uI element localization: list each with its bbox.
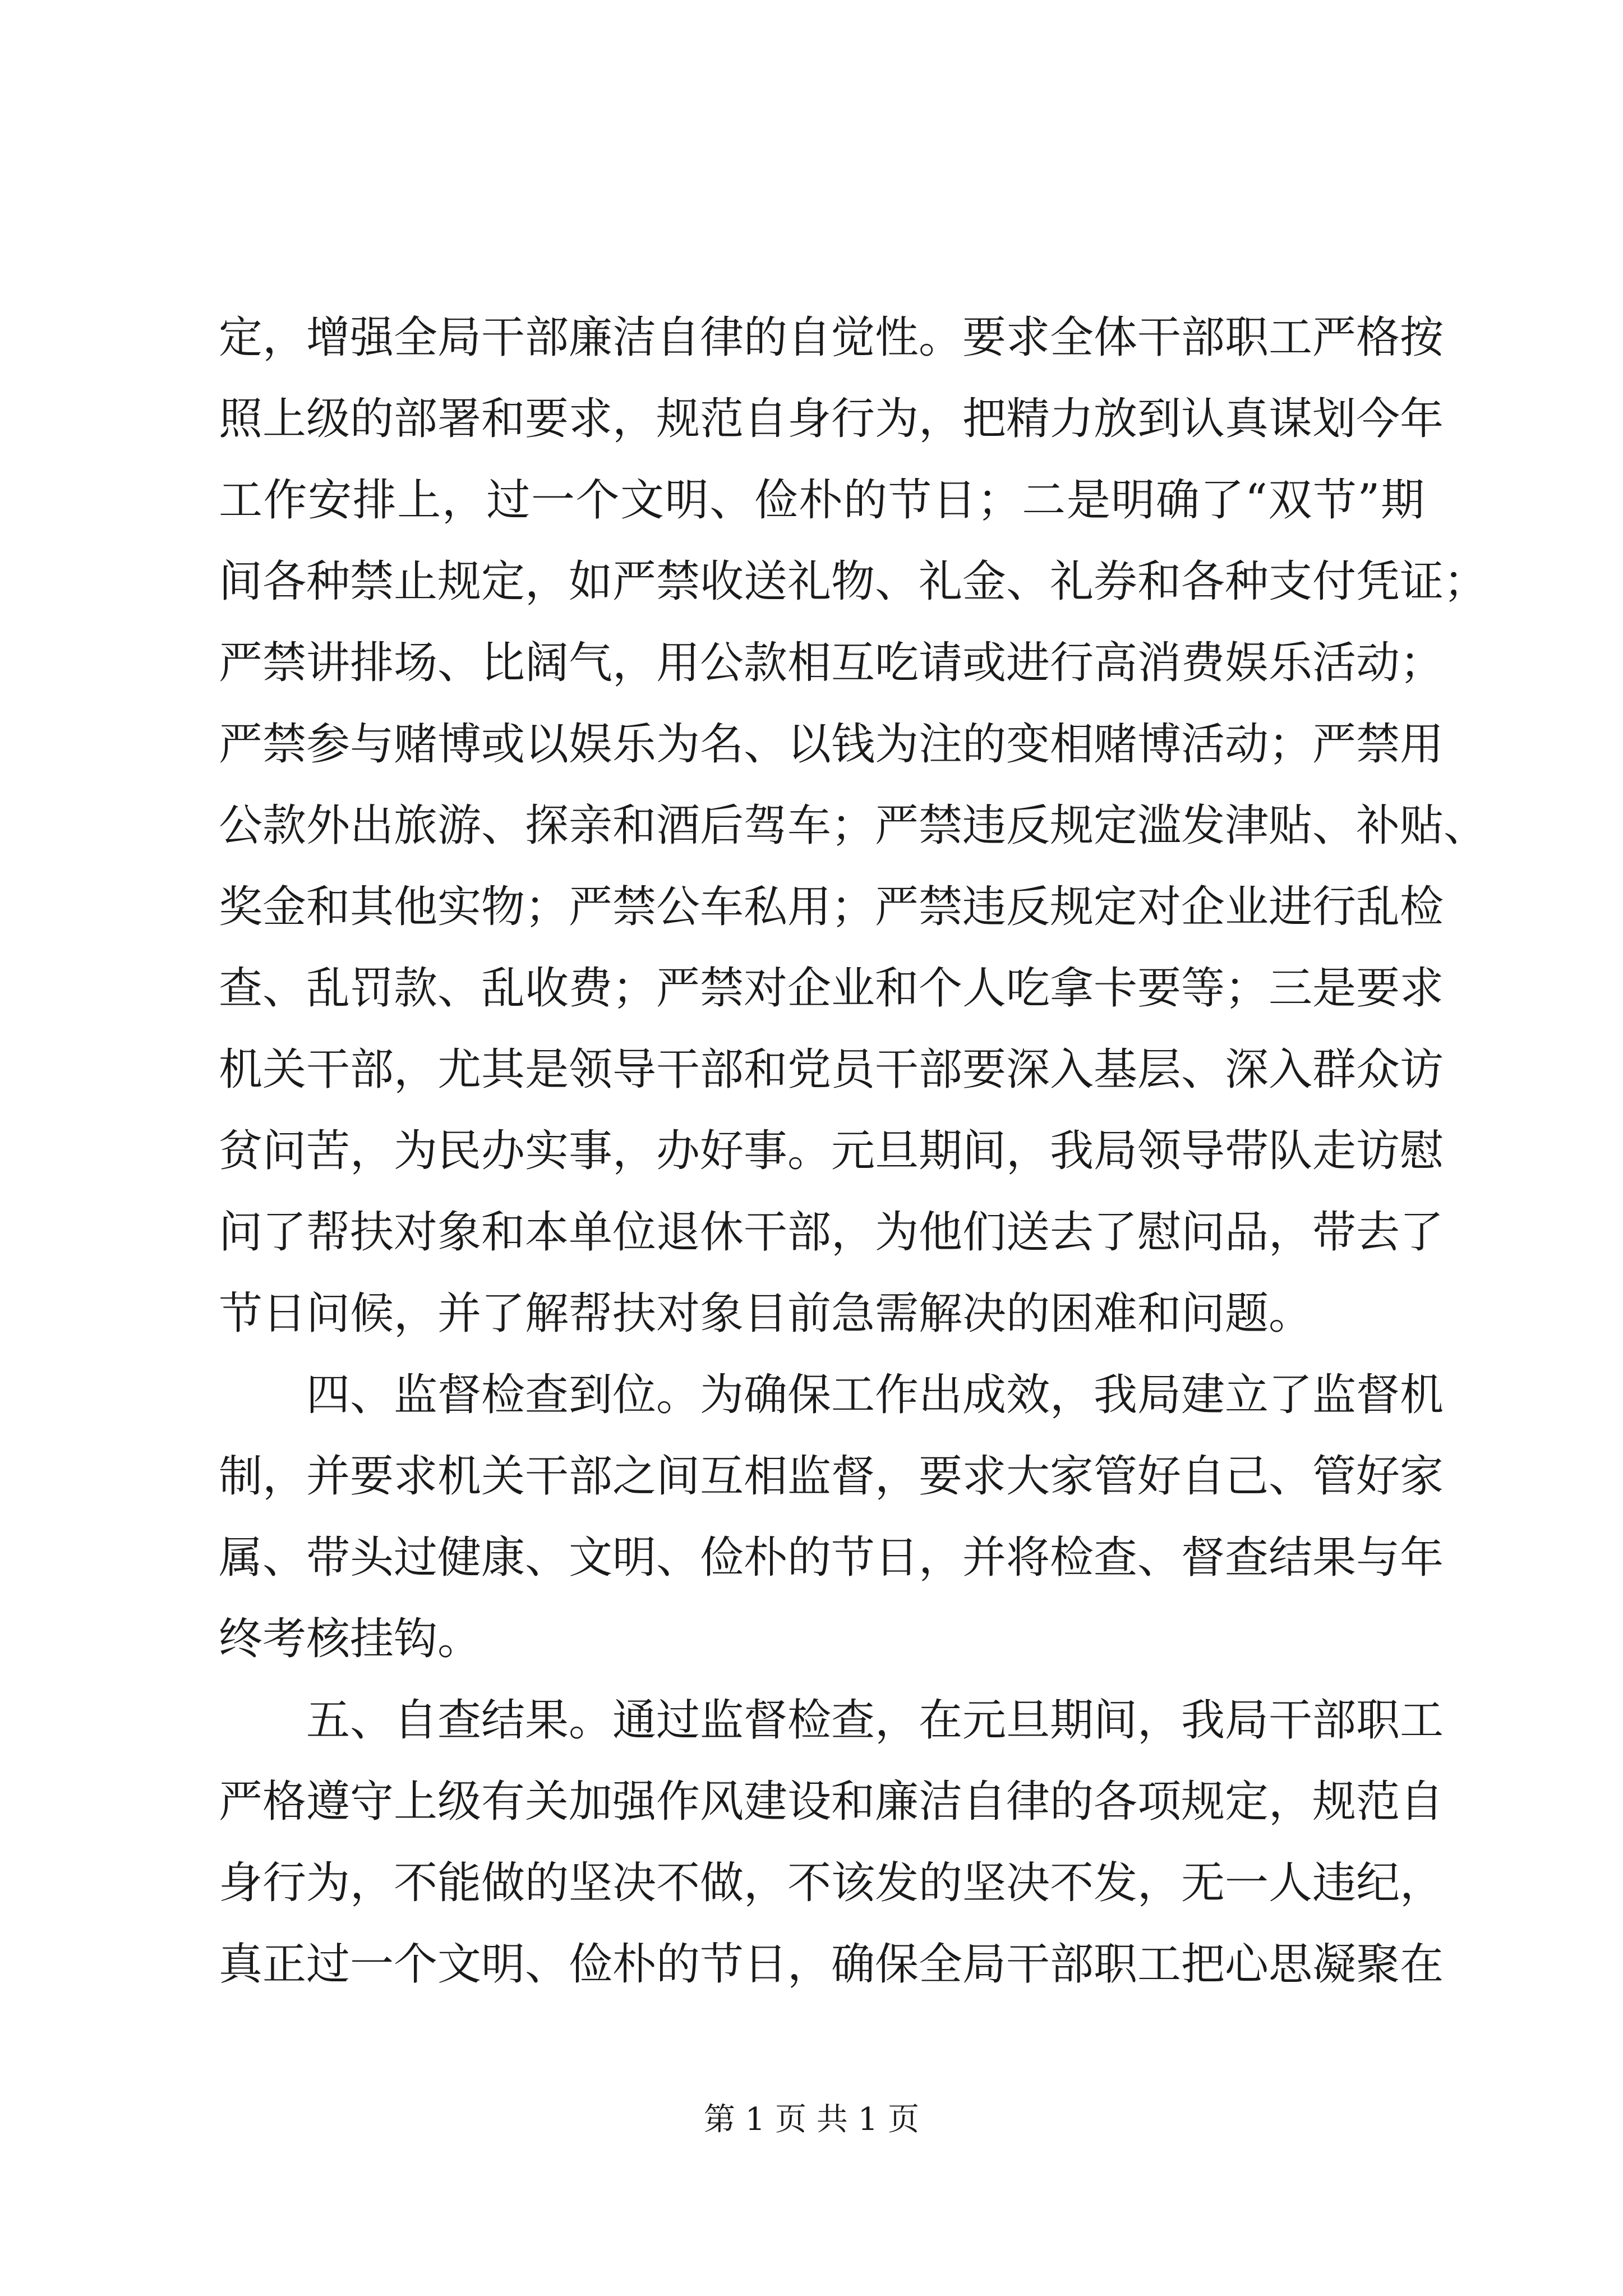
text-line: 五、自查结果。通过监督检查，在元旦期间，我局干部职工	[219, 1695, 1444, 1746]
text-line: 终考核挂钩。	[219, 1614, 482, 1664]
text-line: 属、带头过健康、文明、俭朴的节日，并将检查、督查结果与年	[219, 1533, 1444, 1583]
text-line: 间各种禁止规定，如严禁收送礼物、礼金、礼券和各种支付凭证；	[219, 556, 1488, 607]
text-line: 四、监督检查到位。为确保工作出成效，我局建立了监督机	[219, 1370, 1444, 1420]
text-line: 照上级的部署和要求，规范自身行为，把精力放到认真谋划今年	[219, 394, 1444, 444]
text-line: 严格遵守上级有关加强作风建设和廉洁自律的各项规定，规范自	[219, 1777, 1444, 1827]
page-footer: 第 1 页 共 1 页	[703, 2101, 920, 2138]
text-line: 查、乱罚款、乱收费；严禁对企业和个人吃拿卡要等；三是要求	[219, 963, 1444, 1014]
text-line: 问了帮扶对象和本单位退休干部，为他们送去了慰问品，带去了	[219, 1207, 1444, 1258]
text-line: 严禁讲排场、比阔气，用公款相互吃请或进行高消费娱乐活动；	[219, 638, 1444, 688]
text-line: 节日问候，并了解帮扶对象目前急需解决的困难和问题。	[219, 1289, 1313, 1339]
text-line: 贫问苦，为民办实事，办好事。元旦期间，我局领导带队走访慰	[219, 1126, 1444, 1176]
document-body	[219, 297, 1488, 2005]
text-line: 公款外出旅游、探亲和酒后驾车；严禁违反规定滥发津贴、补贴、	[219, 800, 1488, 851]
text-line: 严禁参与赌博或以娱乐为名、以钱为注的变相赌博活动；严禁用	[219, 719, 1444, 770]
text-line: 机关干部，尤其是领导干部和党员干部要深入基层、深入群众访	[219, 1045, 1444, 1095]
text-line: 身行为，不能做的坚决不做，不该发的坚决不发，无一人违纪，	[219, 1858, 1444, 1908]
text-line: 定，增强全局干部廉洁自律的自觉性。要求全体干部职工严格按	[219, 312, 1444, 363]
text-line: 奖金和其他实物；严禁公车私用；严禁违反规定对企业进行乱检	[219, 882, 1444, 932]
text-line: 真正过一个文明、俭朴的节日，确保全局干部职工把心思凝聚在	[219, 1939, 1444, 1990]
text-line: 工作安排上，过一个文明、俭朴的节日；二是明确了“双节”期	[219, 475, 1424, 526]
text-line: 制，并要求机关干部之间互相监督，要求大家管好自己、管好家	[219, 1451, 1444, 1502]
